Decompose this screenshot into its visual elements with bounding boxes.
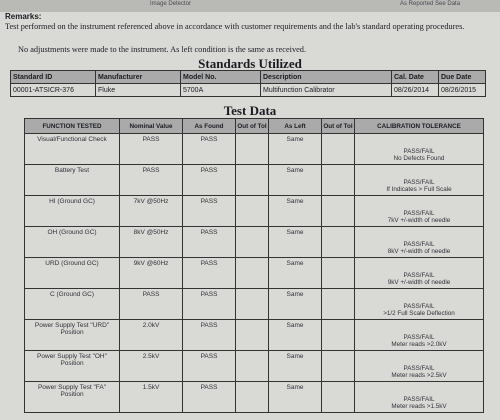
standards-header-row — [11, 71, 486, 84]
test-out-of-tol-left — [322, 351, 355, 382]
test-header-function: FUNCTION TESTED — [25, 119, 120, 134]
tolerance-criterion: >1/2 Full Scale Deflection — [383, 310, 455, 317]
test-function: Visual/Functional Check — [25, 134, 120, 165]
test-nominal: 8kV @50Hz — [120, 227, 183, 258]
test-out-of-tol-left — [322, 227, 355, 258]
test-row — [25, 258, 484, 289]
test-header-as-left: As Left — [269, 119, 322, 134]
test-function: URD (Ground GC) — [25, 258, 120, 289]
test-out-of-tol-found — [236, 351, 269, 382]
test-out-of-tol-found — [236, 196, 269, 227]
tolerance-pass-fail: PASS/FAIL — [403, 396, 435, 403]
tolerance-criterion: No Defects Found — [393, 155, 445, 162]
header-right-text: As Reported See Data — [400, 1, 461, 7]
test-function: C (Ground GC) — [25, 289, 120, 320]
test-out-of-tol-found — [236, 134, 269, 165]
test-out-of-tol-found — [236, 289, 269, 320]
test-row — [25, 134, 484, 165]
test-out-of-tol-left — [322, 165, 355, 196]
test-function: Power Supply Test "URD" Position — [25, 320, 120, 351]
test-function: Battery Test — [25, 165, 120, 196]
test-as-left: Same — [269, 165, 322, 196]
test-out-of-tol-found — [236, 320, 269, 351]
test-row — [25, 351, 484, 382]
tolerance-pass-fail: PASS/FAIL — [403, 241, 435, 248]
remarks-text: Test performed on the instrument referenced above in accordance with customer requirements and the lab's standard operating procedures. — [5, 22, 465, 31]
std-id: 00001-ATSICR-376 — [11, 84, 96, 97]
test-row — [25, 382, 484, 413]
test-as-left: Same — [269, 196, 322, 227]
test-tolerance — [355, 165, 484, 196]
test-nominal: 1.5kV — [120, 382, 183, 413]
tolerance-criterion: 9kV +/-width of needle — [387, 279, 451, 286]
test-out-of-tol-left — [322, 320, 355, 351]
std-header-cal-date: Cal. Date — [392, 71, 439, 84]
test-out-of-tol-found — [236, 165, 269, 196]
test-as-found: PASS — [183, 227, 236, 258]
test-as-left: Same — [269, 351, 322, 382]
test-as-left: Same — [269, 320, 322, 351]
test-row — [25, 320, 484, 351]
test-nominal: PASS — [120, 134, 183, 165]
test-nominal: 2.5kV — [120, 351, 183, 382]
test-row — [25, 289, 484, 320]
std-header-description: Description — [261, 71, 392, 84]
standards-row — [11, 84, 486, 97]
test-function: Power Supply Test "OH" Position — [25, 351, 120, 382]
std-cal-date: 08/26/2014 — [392, 84, 439, 97]
test-as-left: Same — [269, 134, 322, 165]
tolerance-criterion: Meter reads >2.0kV — [391, 341, 447, 348]
test-as-found: PASS — [183, 289, 236, 320]
test-row — [25, 165, 484, 196]
std-model: 5700A — [181, 84, 261, 97]
test-nominal: 2.0kV — [120, 320, 183, 351]
test-as-found: PASS — [183, 320, 236, 351]
test-out-of-tol-left — [322, 196, 355, 227]
tolerance-criterion: Meter reads >2.5kV — [391, 372, 447, 379]
tolerance-criterion: 7kV +/-width of needle — [387, 217, 451, 224]
test-as-found: PASS — [183, 382, 236, 413]
remarks-title: Remarks: — [5, 12, 42, 21]
test-nominal: PASS — [120, 289, 183, 320]
standards-title: Standards Utilized — [198, 56, 302, 71]
test-as-found: PASS — [183, 351, 236, 382]
test-header-tolerance: CALIBRATION TOLERANCE — [355, 119, 484, 134]
test-as-found: PASS — [183, 196, 236, 227]
tolerance-pass-fail: PASS/FAIL — [403, 365, 435, 372]
test-nominal: PASS — [120, 165, 183, 196]
tolerance-criterion: If Indicates > Full Scale — [386, 186, 452, 193]
standards-table — [10, 70, 486, 97]
test-as-found: PASS — [183, 134, 236, 165]
test-tolerance — [355, 227, 484, 258]
test-as-left: Same — [269, 227, 322, 258]
std-due-date: 08/26/2015 — [439, 84, 486, 97]
tolerance-pass-fail: PASS/FAIL — [403, 148, 435, 155]
test-out-of-tol-found — [236, 382, 269, 413]
test-function: HI (Ground GC) — [25, 196, 120, 227]
test-out-of-tol-left — [322, 134, 355, 165]
tolerance-pass-fail: PASS/FAIL — [403, 179, 435, 186]
std-header-manufacturer: Manufacturer — [96, 71, 181, 84]
test-function: OH (Ground GC) — [25, 227, 120, 258]
tolerance-pass-fail: PASS/FAIL — [403, 272, 435, 279]
tolerance-pass-fail: PASS/FAIL — [403, 303, 435, 310]
test-header-row — [25, 119, 484, 134]
std-description: Multifunction Calibrator — [261, 84, 392, 97]
test-tolerance — [355, 196, 484, 227]
test-nominal: 7kV @50Hz — [120, 196, 183, 227]
test-data-table — [24, 118, 484, 413]
test-data-title: Test Data — [223, 103, 277, 118]
tolerance-pass-fail: PASS/FAIL — [403, 334, 435, 341]
header-strip — [0, 0, 500, 12]
test-out-of-tol-found — [236, 258, 269, 289]
test-out-of-tol-left — [322, 382, 355, 413]
test-as-left: Same — [269, 382, 322, 413]
test-tolerance — [355, 351, 484, 382]
test-tolerance — [355, 382, 484, 413]
test-tolerance — [355, 258, 484, 289]
header-left-text: Image Detector — [150, 1, 192, 7]
test-row — [25, 227, 484, 258]
std-header-id: Standard ID — [11, 71, 96, 84]
test-header-nominal: Nominal Value — [120, 119, 183, 134]
std-header-due-date: Due Date — [439, 71, 486, 84]
test-tolerance — [355, 289, 484, 320]
test-function: Power Supply Test "FA" Position — [25, 382, 120, 413]
test-as-found: PASS — [183, 165, 236, 196]
test-tolerance — [355, 134, 484, 165]
tolerance-criterion: 8kV +/-width of needle — [387, 248, 451, 255]
test-out-of-tol-found — [236, 227, 269, 258]
test-as-left: Same — [269, 258, 322, 289]
test-as-found: PASS — [183, 258, 236, 289]
tolerance-pass-fail: PASS/FAIL — [403, 210, 435, 217]
tolerance-criterion: Meter reads >1.5kV — [391, 403, 447, 410]
test-nominal: 9kV @60Hz — [120, 258, 183, 289]
test-as-left: Same — [269, 289, 322, 320]
remarks-note: No adjustments were made to the instrument. As left condition is the same as received. — [18, 45, 307, 54]
std-manufacturer: Fluke — [96, 84, 181, 97]
test-row — [25, 196, 484, 227]
test-header-out-of-tol-left: Out of Tol — [322, 119, 355, 134]
test-out-of-tol-left — [322, 289, 355, 320]
test-header-out-of-tol-found: Out of Tol — [236, 119, 269, 134]
test-tolerance — [355, 320, 484, 351]
test-header-as-found: As Found — [183, 119, 236, 134]
std-header-model: Model No. — [181, 71, 261, 84]
test-out-of-tol-left — [322, 258, 355, 289]
